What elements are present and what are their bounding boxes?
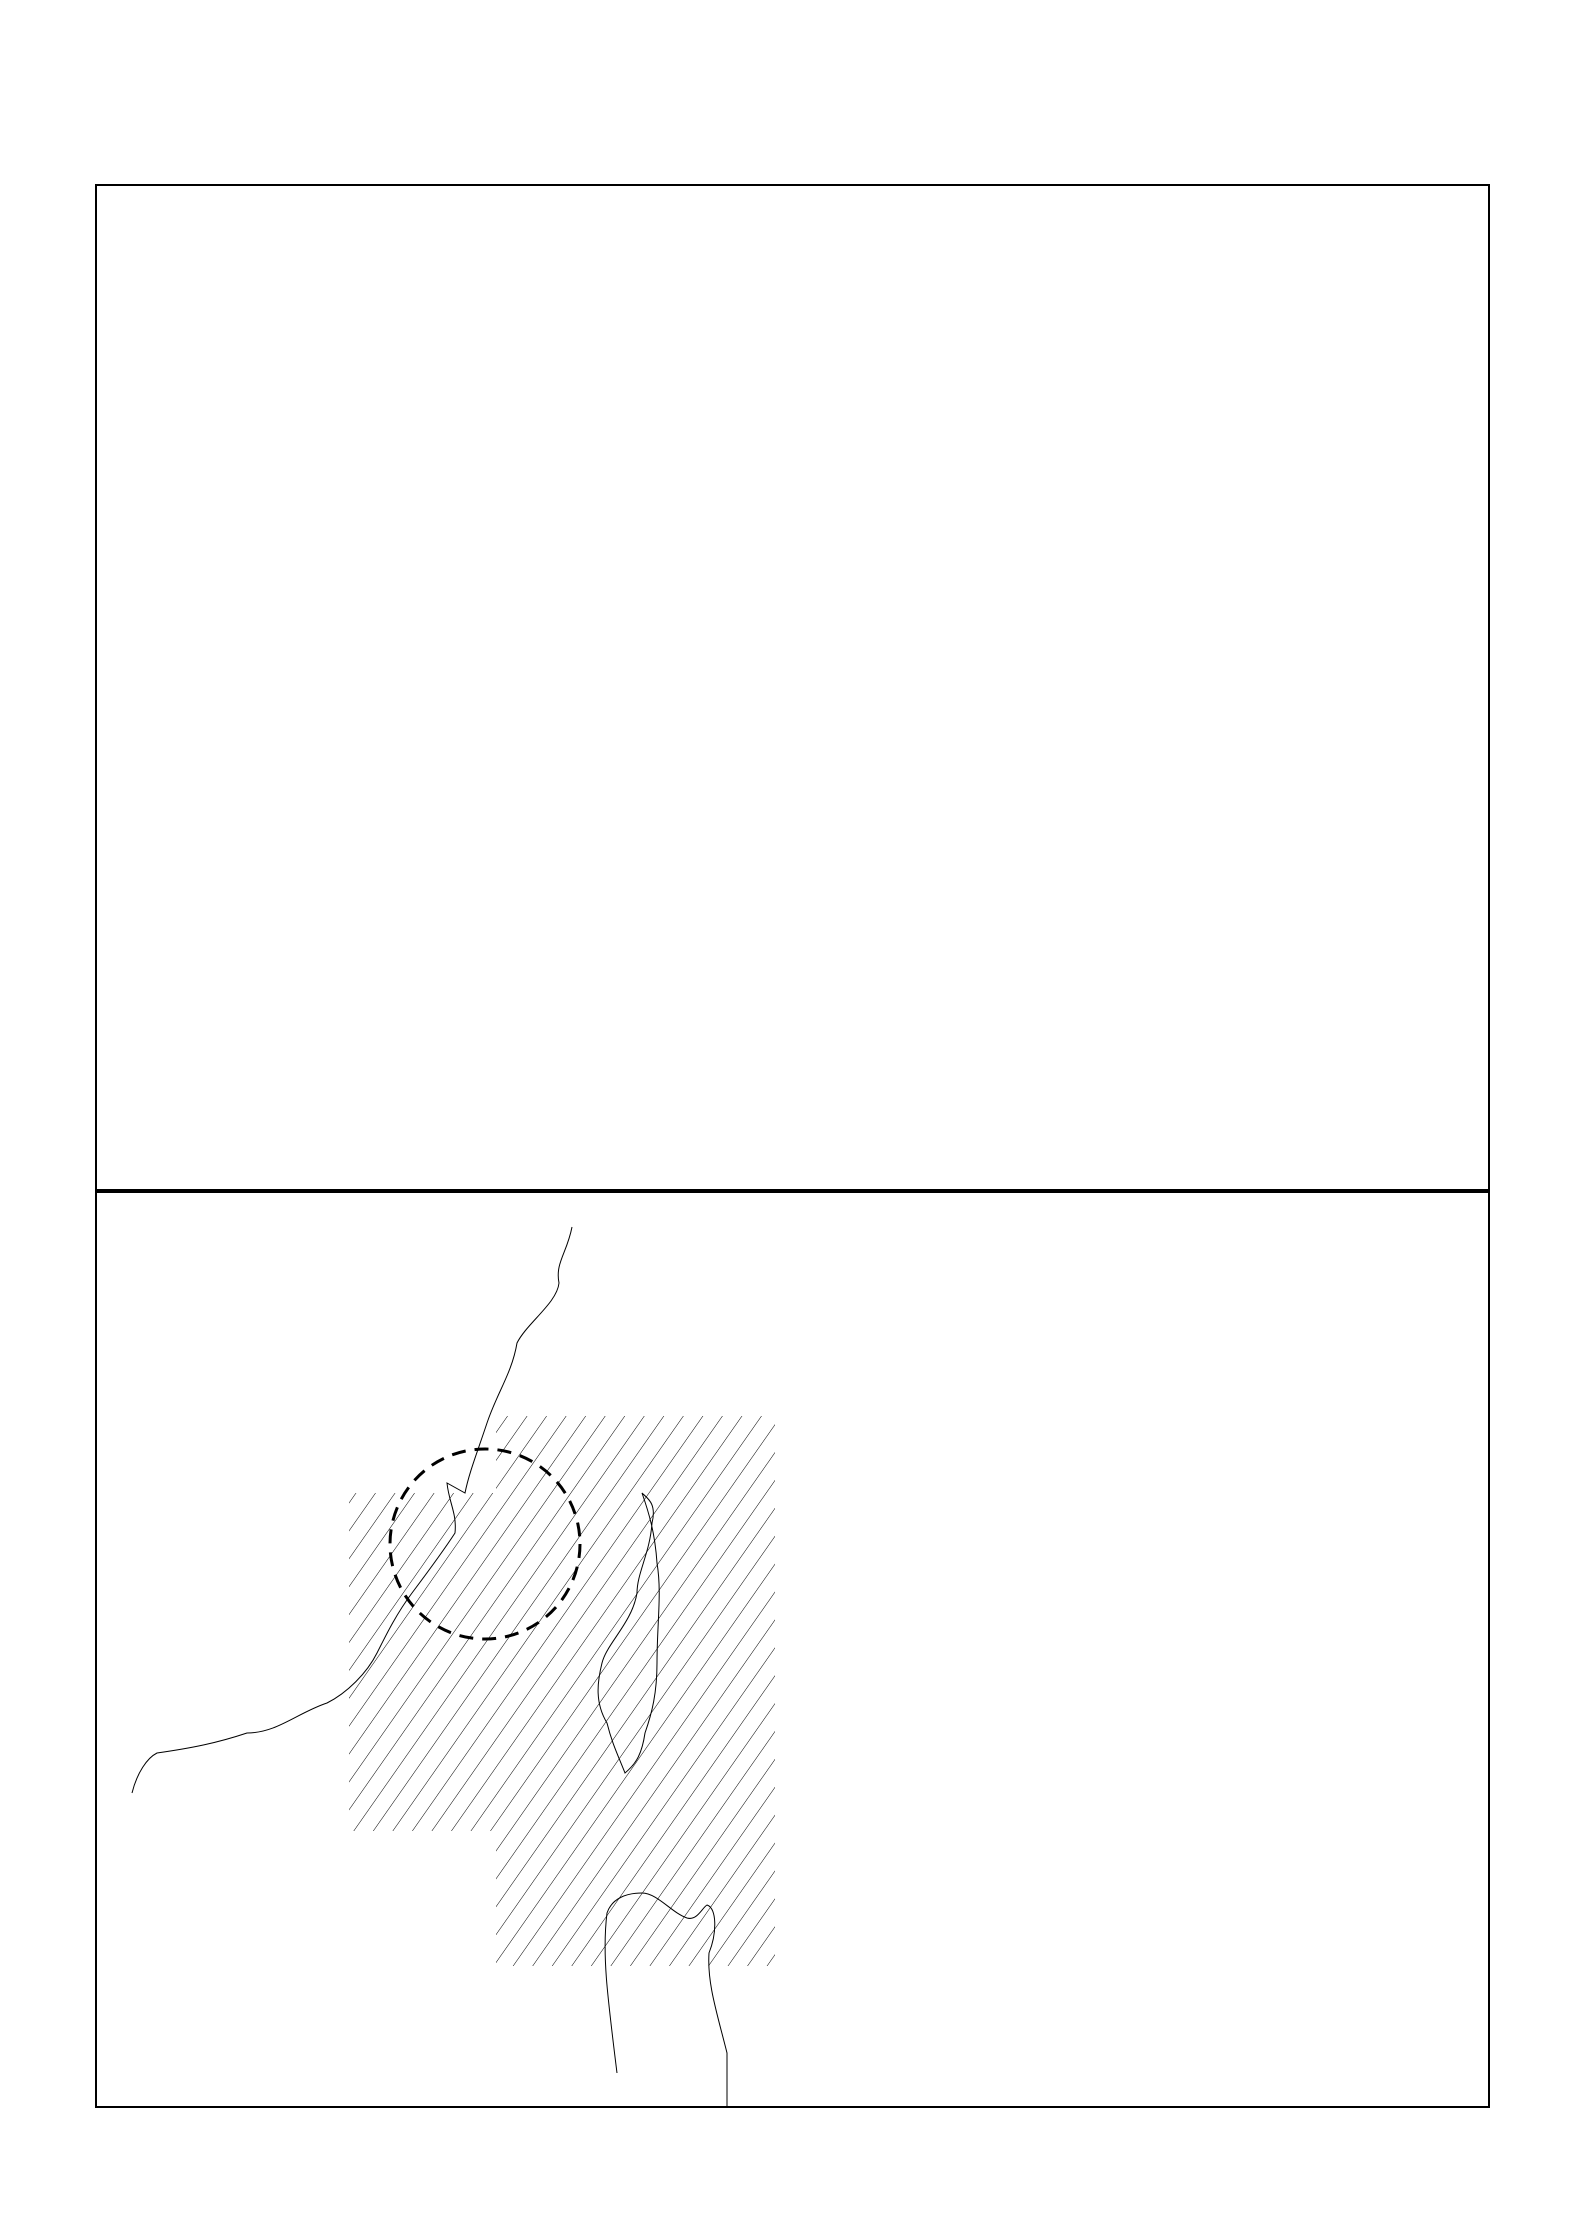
track-map [95, 1191, 1490, 2108]
map-grid [97, 1193, 1490, 2108]
issue-header [104, 142, 1484, 180]
warning-text-box [95, 184, 1490, 1191]
